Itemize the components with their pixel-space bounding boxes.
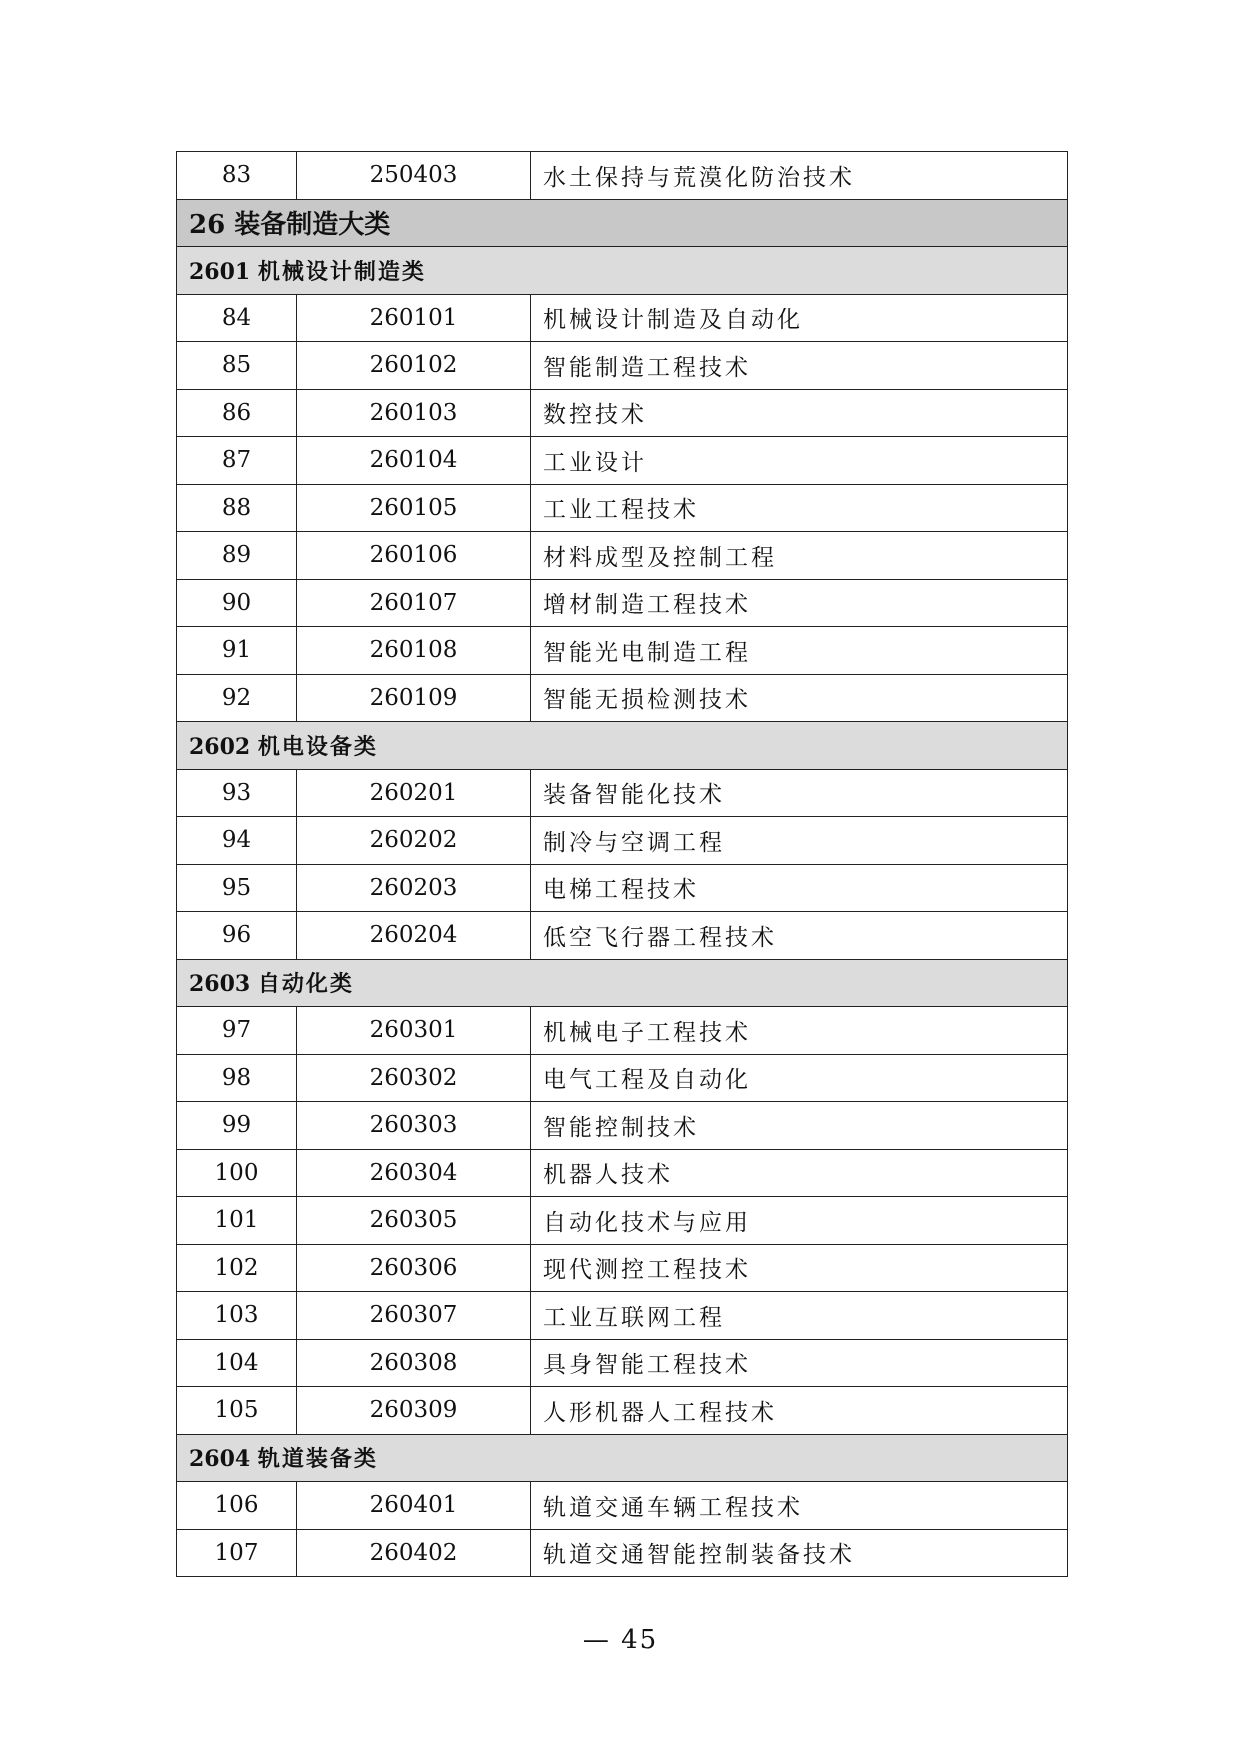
major-code-cell: 260102 bbox=[297, 342, 531, 390]
row-index-cell: 102 bbox=[177, 1244, 297, 1292]
major-code-cell: 260204 bbox=[297, 912, 531, 960]
major-name-cell: 轨道交通车辆工程技术 bbox=[531, 1482, 1068, 1530]
subcategory-header-row bbox=[177, 959, 1068, 1007]
major-list-table bbox=[176, 151, 1068, 1577]
major-name-cell: 低空飞行器工程技术 bbox=[531, 912, 1068, 960]
page-number: — 45 bbox=[582, 1625, 659, 1655]
row-index-cell: 89 bbox=[177, 532, 297, 580]
row-index-cell: 104 bbox=[177, 1339, 297, 1387]
major-code-cell: 260203 bbox=[297, 864, 531, 912]
table-row bbox=[177, 864, 1068, 912]
major-code-cell: 260101 bbox=[297, 294, 531, 342]
table-row bbox=[177, 532, 1068, 580]
group-code: 2604 bbox=[189, 1446, 251, 1473]
table-row bbox=[177, 1387, 1068, 1435]
row-index-cell: 87 bbox=[177, 437, 297, 485]
major-code-cell: 260104 bbox=[297, 437, 531, 485]
subcategory-heading bbox=[177, 959, 1068, 1007]
group-label: 机械设计制造类 bbox=[257, 258, 426, 285]
major-code-cell: 260307 bbox=[297, 1292, 531, 1340]
table-row bbox=[177, 437, 1068, 485]
group-code: 2602 bbox=[189, 733, 251, 760]
major-name-cell: 轨道交通智能控制装备技术 bbox=[531, 1529, 1068, 1577]
major-name-cell: 人形机器人工程技术 bbox=[531, 1387, 1068, 1435]
subcategory-header-row bbox=[177, 722, 1068, 770]
major-name-cell: 电梯工程技术 bbox=[531, 864, 1068, 912]
major-name-cell: 工业互联网工程 bbox=[531, 1292, 1068, 1340]
major-code-cell: 260308 bbox=[297, 1339, 531, 1387]
major-name-cell: 自动化技术与应用 bbox=[531, 1197, 1068, 1245]
table-row bbox=[177, 294, 1068, 342]
table-row bbox=[177, 1529, 1068, 1577]
table-row bbox=[177, 484, 1068, 532]
major-code-cell: 260304 bbox=[297, 1149, 531, 1197]
table-row bbox=[177, 912, 1068, 960]
major-name-cell: 数控技术 bbox=[531, 389, 1068, 437]
major-name-cell: 工业设计 bbox=[531, 437, 1068, 485]
major-code-cell: 260305 bbox=[297, 1197, 531, 1245]
row-index-cell: 96 bbox=[177, 912, 297, 960]
major-code-cell: 260401 bbox=[297, 1482, 531, 1530]
major-name-cell: 水土保持与荒漠化防治技术 bbox=[531, 152, 1068, 200]
category-heading bbox=[177, 199, 1068, 247]
major-name-cell: 电气工程及自动化 bbox=[531, 1054, 1068, 1102]
table-row bbox=[177, 1339, 1068, 1387]
table-row bbox=[177, 389, 1068, 437]
table-row bbox=[177, 1482, 1068, 1530]
major-code-cell: 250403 bbox=[297, 152, 531, 200]
table-row bbox=[177, 674, 1068, 722]
row-index-cell: 85 bbox=[177, 342, 297, 390]
major-list-body bbox=[177, 152, 1068, 1577]
table-row bbox=[177, 1292, 1068, 1340]
row-index-cell: 91 bbox=[177, 627, 297, 675]
subcategory-heading bbox=[177, 1434, 1068, 1482]
major-code-cell: 260107 bbox=[297, 579, 531, 627]
major-code-cell: 260402 bbox=[297, 1529, 531, 1577]
major-code-cell: 260306 bbox=[297, 1244, 531, 1292]
major-name-cell: 智能光电制造工程 bbox=[531, 627, 1068, 675]
table-row bbox=[177, 769, 1068, 817]
major-code-cell: 260105 bbox=[297, 484, 531, 532]
major-code-cell: 260109 bbox=[297, 674, 531, 722]
group-label: 装备制造大类 bbox=[234, 210, 391, 241]
major-name-cell: 具身智能工程技术 bbox=[531, 1339, 1068, 1387]
subcategory-heading bbox=[177, 247, 1068, 295]
category-header-row bbox=[177, 199, 1068, 247]
major-code-cell: 260302 bbox=[297, 1054, 531, 1102]
row-index-cell: 100 bbox=[177, 1149, 297, 1197]
major-code-cell: 260201 bbox=[297, 769, 531, 817]
group-code: 26 bbox=[189, 210, 226, 241]
major-code-cell: 260202 bbox=[297, 817, 531, 865]
table-row bbox=[177, 152, 1068, 200]
row-index-cell: 103 bbox=[177, 1292, 297, 1340]
major-name-cell: 机械设计制造及自动化 bbox=[531, 294, 1068, 342]
row-index-cell: 94 bbox=[177, 817, 297, 865]
major-name-cell: 智能控制技术 bbox=[531, 1102, 1068, 1150]
major-name-cell: 工业工程技术 bbox=[531, 484, 1068, 532]
row-index-cell: 106 bbox=[177, 1482, 297, 1530]
major-code-cell: 260301 bbox=[297, 1007, 531, 1055]
table-row bbox=[177, 817, 1068, 865]
row-index-cell: 99 bbox=[177, 1102, 297, 1150]
table-row bbox=[177, 1102, 1068, 1150]
row-index-cell: 83 bbox=[177, 152, 297, 200]
major-name-cell: 现代测控工程技术 bbox=[531, 1244, 1068, 1292]
row-index-cell: 86 bbox=[177, 389, 297, 437]
group-label: 自动化类 bbox=[257, 971, 354, 998]
table-row bbox=[177, 1197, 1068, 1245]
major-name-cell: 增材制造工程技术 bbox=[531, 579, 1068, 627]
table-row bbox=[177, 342, 1068, 390]
table-row bbox=[177, 1244, 1068, 1292]
major-code-cell: 260303 bbox=[297, 1102, 531, 1150]
group-code: 2601 bbox=[189, 258, 251, 285]
subcategory-heading bbox=[177, 722, 1068, 770]
major-code-cell: 260309 bbox=[297, 1387, 531, 1435]
major-name-cell: 智能无损检测技术 bbox=[531, 674, 1068, 722]
major-name-cell: 机器人技术 bbox=[531, 1149, 1068, 1197]
table-row bbox=[177, 627, 1068, 675]
major-name-cell: 制冷与空调工程 bbox=[531, 817, 1068, 865]
major-name-cell: 机械电子工程技术 bbox=[531, 1007, 1068, 1055]
row-index-cell: 97 bbox=[177, 1007, 297, 1055]
row-index-cell: 90 bbox=[177, 579, 297, 627]
row-index-cell: 84 bbox=[177, 294, 297, 342]
subcategory-header-row bbox=[177, 1434, 1068, 1482]
table-row bbox=[177, 1007, 1068, 1055]
subcategory-header-row bbox=[177, 247, 1068, 295]
group-label: 轨道装备类 bbox=[257, 1446, 378, 1473]
major-code-cell: 260103 bbox=[297, 389, 531, 437]
row-index-cell: 95 bbox=[177, 864, 297, 912]
major-name-cell: 材料成型及控制工程 bbox=[531, 532, 1068, 580]
group-label: 机电设备类 bbox=[257, 733, 378, 760]
table-row bbox=[177, 1054, 1068, 1102]
row-index-cell: 98 bbox=[177, 1054, 297, 1102]
major-code-cell: 260108 bbox=[297, 627, 531, 675]
row-index-cell: 93 bbox=[177, 769, 297, 817]
table-row bbox=[177, 1149, 1068, 1197]
major-name-cell: 装备智能化技术 bbox=[531, 769, 1068, 817]
row-index-cell: 88 bbox=[177, 484, 297, 532]
group-code: 2603 bbox=[189, 971, 251, 998]
major-name-cell: 智能制造工程技术 bbox=[531, 342, 1068, 390]
row-index-cell: 105 bbox=[177, 1387, 297, 1435]
row-index-cell: 101 bbox=[177, 1197, 297, 1245]
table-row bbox=[177, 579, 1068, 627]
major-code-cell: 260106 bbox=[297, 532, 531, 580]
row-index-cell: 92 bbox=[177, 674, 297, 722]
row-index-cell: 107 bbox=[177, 1529, 297, 1577]
